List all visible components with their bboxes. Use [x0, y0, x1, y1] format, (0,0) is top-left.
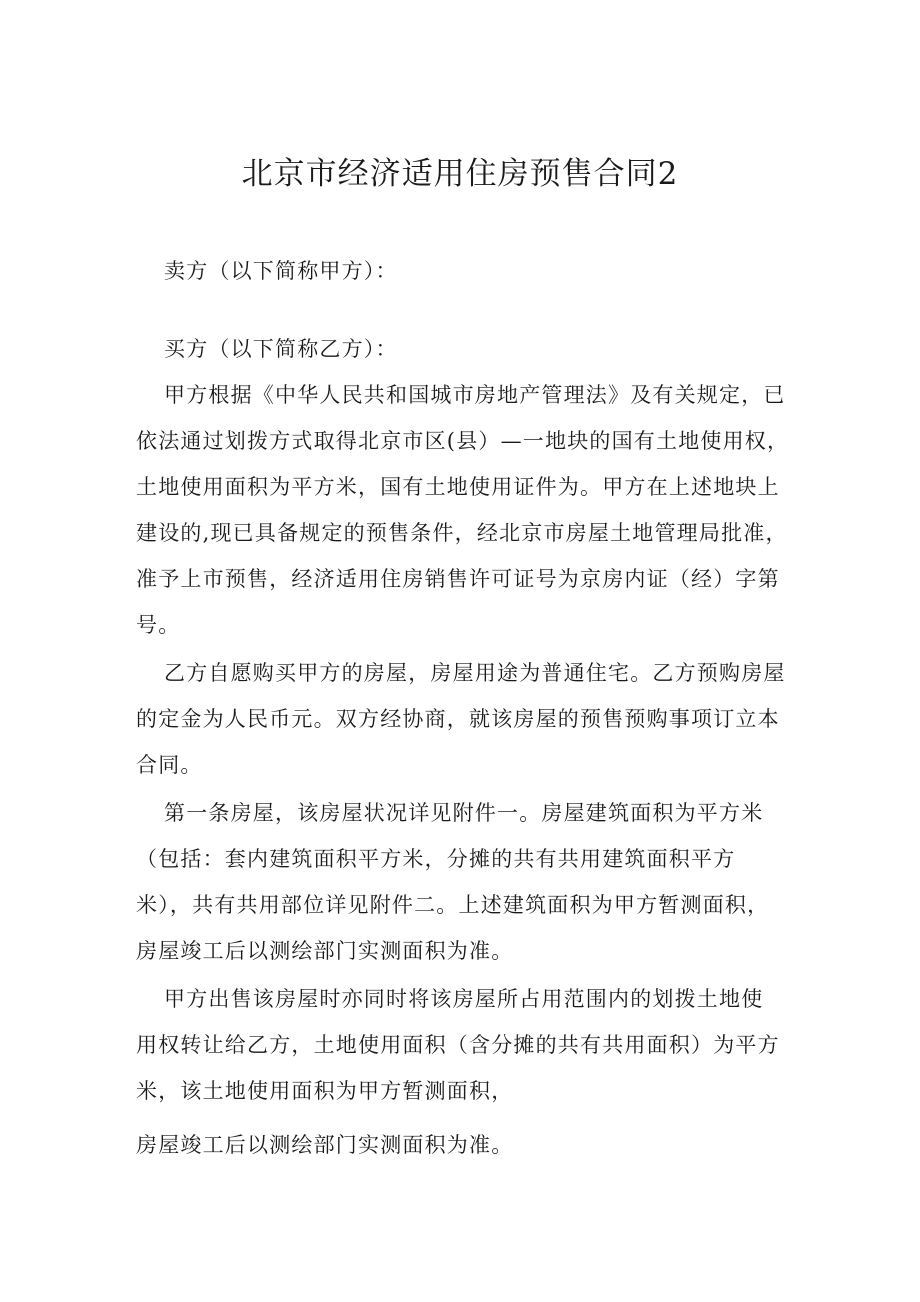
paragraph-2	[136, 650, 812, 788]
paragraph-line: （包括：套内建筑面积平方米，分摊的共有共用建筑面积平方	[136, 847, 736, 871]
paragraph-line: 米），共有共用部位详见附件二。上述建筑面积为甲方暂测面积，	[136, 893, 770, 917]
paragraph-4	[136, 976, 812, 1114]
buyer-line: 买方（以下简称乙方）：	[164, 337, 398, 361]
paragraph-line: 准予上市预售，经济适用住房销售许可证号为京房内证（经）字第	[136, 567, 780, 591]
paragraph-line: 用权转让给乙方，土地使用面积（含分摊的共有共用面积）为平方	[136, 1033, 780, 1057]
paragraph-3	[136, 790, 812, 974]
paragraph-line: 甲方根据《中华人民共和国城市房地产管理法》及有关规定，已	[164, 383, 786, 407]
paragraph-line: 房屋竣工后以测绘部门实测面积为准。	[136, 939, 514, 963]
paragraph-line: 依法通过划拨方式取得北京市区(县）—一地块的国有土地使用权，	[136, 429, 790, 453]
paragraph-line: 第一条房屋，该房屋状况详见附件一。房屋建筑面积为平方米	[164, 801, 764, 825]
paragraph-line: 建设的,现已具备规定的预售条件，经北京市房屋土地管理局批准，	[136, 521, 788, 545]
paragraph-line: 号。	[136, 613, 181, 637]
paragraph-1	[136, 372, 812, 648]
paragraph-line: 土地使用面积为平方米，国有土地使用证件为。甲方在上述地块上	[136, 475, 780, 499]
paragraph-line: 甲方出售该房屋时亦同时将该房屋所占用范围内的划拨土地使	[164, 987, 764, 1011]
paragraph-line: 米，该土地使用面积为甲方暂测面积，	[136, 1079, 514, 1103]
paragraph-line: 房屋竣工后以测绘部门实测面积为准。	[136, 1133, 514, 1157]
document-body	[136, 248, 812, 1168]
document-title: 北京市经济适用住房预售合同2	[241, 156, 679, 192]
paragraph-line: 合同。	[136, 753, 203, 777]
paragraph-line: 的定金为人民币元。双方经协商，就该房屋的预售预购事项订立本	[136, 707, 780, 731]
paragraph-line: 乙方自愿购买甲方的房屋，房屋用途为普通住宅。乙方预购房屋	[164, 661, 786, 685]
seller-line: 卖方（以下简称甲方）：	[164, 259, 398, 283]
paragraph-5	[136, 1122, 812, 1168]
